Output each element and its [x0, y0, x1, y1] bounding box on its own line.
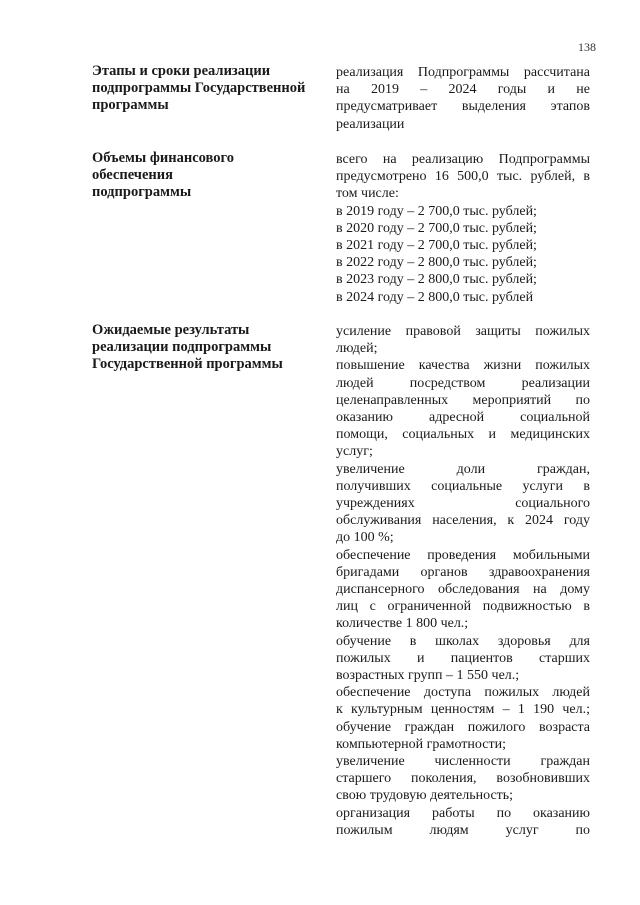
label-line: обеспечения — [92, 167, 173, 183]
content-line: реализации — [336, 116, 405, 132]
content-line: в 2020 году – 2 700,0 тыс. рублей; — [336, 220, 537, 236]
label-line: подпрограммы — [92, 184, 192, 200]
content-line: целенаправленных мероприятий по — [336, 392, 590, 408]
content-line: людей; — [336, 341, 378, 357]
label-line: программы — [92, 97, 169, 113]
content-line: обеспечение доступа пожилых людей — [336, 685, 590, 701]
content-line: обучение граждан пожилого возраста — [336, 719, 590, 735]
label-line: Этапы и сроки реализации — [92, 63, 271, 79]
content-line: увеличение численности граждан — [336, 754, 590, 770]
content-line: обучение в школах здоровья для — [336, 633, 590, 649]
label-line: Объемы финансового — [92, 150, 235, 166]
content-line: количестве 1 800 чел.; — [336, 616, 469, 632]
content-line: в 2024 году – 2 800,0 тыс. рублей — [336, 289, 534, 305]
content-line: помощи, социальных и медицинских — [336, 427, 590, 443]
content-line: увеличение доли граждан, — [336, 461, 590, 477]
content-line: учреждениях социального — [336, 496, 590, 512]
content-line: предусматривает выделения этапов — [336, 99, 590, 115]
content-line: обеспечение проведения мобильными — [336, 547, 590, 563]
content-line: получивших социальные услуги в — [336, 478, 590, 494]
content-line: в 2022 году – 2 800,0 тыс. рублей; — [336, 255, 537, 271]
section-content — [336, 323, 590, 839]
content-line: всего на реализацию Подпрограммы — [336, 152, 590, 167]
content-line: в 2019 году – 2 700,0 тыс. рублей; — [336, 203, 537, 219]
section-label — [92, 150, 317, 201]
content-line: пожилых и пациентов старших — [336, 650, 590, 666]
content-line: лиц с ограниченной подвижностью в — [336, 599, 590, 615]
section-label — [92, 322, 317, 373]
content-line: повышение качества жизни пожилых — [336, 358, 590, 374]
content-line: предусмотрено 16 500,0 тыс. рублей, в — [336, 169, 590, 185]
content-line: организация работы по оказанию — [336, 805, 590, 821]
content-line: пожилым людям услуг по — [336, 822, 590, 838]
content-line: к культурным ценностям – 1 190 чел.; — [336, 702, 590, 718]
content-line: компьютерной грамотности; — [336, 736, 506, 752]
content-line: на 2019 – 2024 годы и не — [336, 82, 590, 98]
label-line: Государственной программы — [92, 356, 283, 372]
content-line: диспансерного обследования на дому — [336, 582, 590, 598]
label-line: Ожидаемые результаты — [92, 322, 250, 338]
content-line: реализация Подпрограммы рассчитана — [336, 65, 590, 80]
content-line: старшего поколения, возобновивших — [336, 771, 590, 787]
content-line: обслуживания населения, к 2024 году — [336, 513, 590, 529]
section-label — [92, 63, 317, 114]
section-content — [336, 151, 590, 306]
content-line: усиление правовой защиты пожилых — [336, 324, 590, 339]
content-line: возрастных групп – 1 550 чел.; — [336, 668, 520, 684]
content-line: бригадами органов здравоохранения — [336, 564, 590, 580]
page-number: 138 — [578, 40, 596, 54]
content-line: людей посредством реализации — [336, 375, 590, 391]
content-line: свою трудовую деятельность; — [336, 788, 514, 804]
content-line: в 2023 году – 2 800,0 тыс. рублей; — [336, 272, 537, 288]
content-line: в 2021 году – 2 700,0 тыс. рублей; — [336, 238, 537, 254]
content-line: услуг; — [336, 444, 373, 460]
content-line: том числе: — [336, 186, 399, 202]
content-line: до 100 %; — [336, 530, 394, 546]
label-line: реализации подпрограммы — [92, 339, 272, 355]
content-line: оказанию адресной социальной — [336, 410, 590, 426]
label-line: подпрограммы Государственной — [92, 80, 306, 96]
section-content — [336, 64, 590, 133]
